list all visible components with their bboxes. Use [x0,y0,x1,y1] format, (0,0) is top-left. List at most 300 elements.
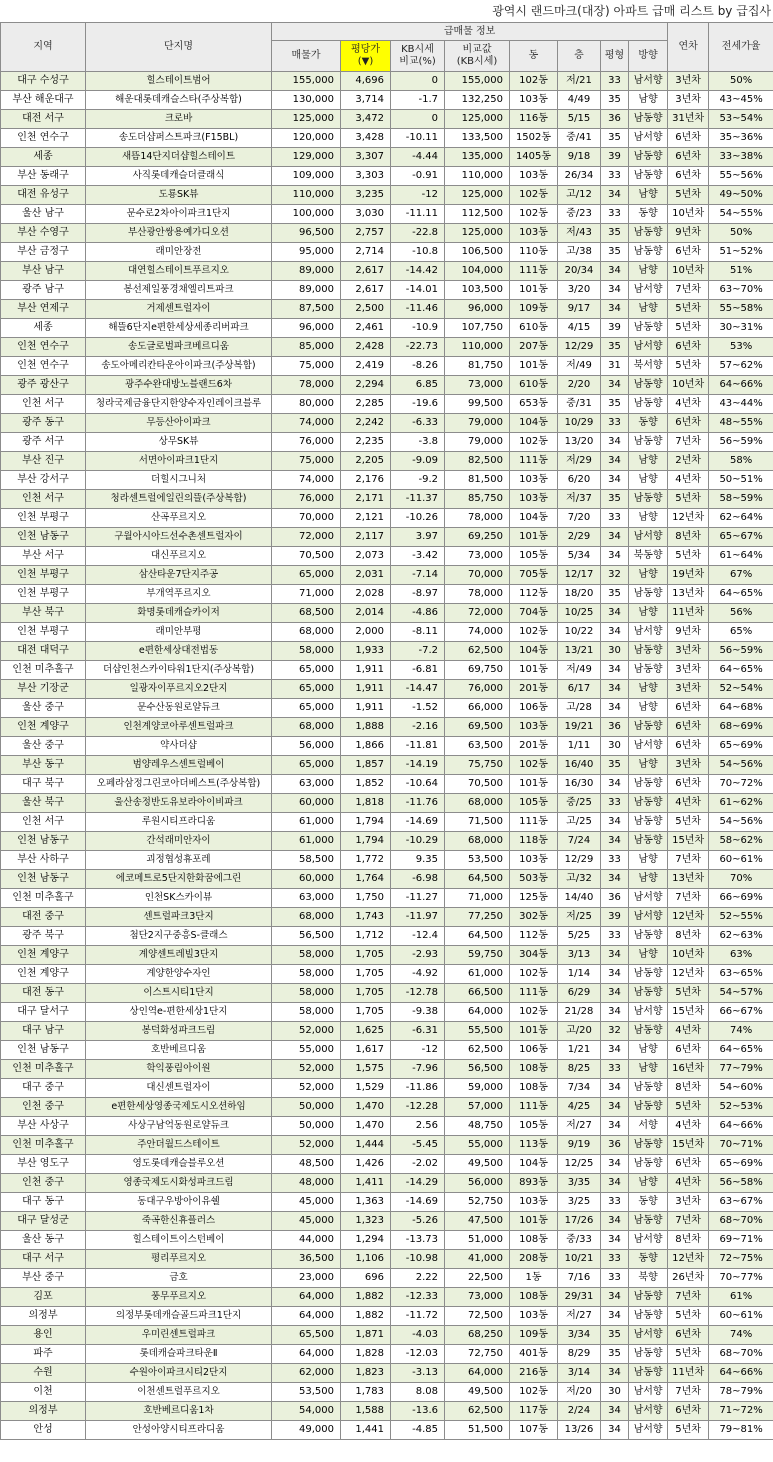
cell-dong: 102동 [510,623,558,642]
cell-compare-value: 77,250 [445,908,510,927]
table-row[interactable] [1,1079,773,1098]
cell-jeonse: 50~51% [709,471,773,490]
header-compare-value[interactable] [445,41,510,72]
cell-compare-value: 99,500 [445,395,510,414]
cell-jeonse: 63~70% [709,281,773,300]
table-row[interactable] [1,946,773,965]
cell-price: 80,000 [272,395,341,414]
cell-floor: 6/29 [558,984,601,1003]
cell-pyeong: 34 [601,1421,629,1440]
cell-jeonse: 56~59% [709,642,773,661]
table-row[interactable] [1,1269,773,1288]
cell-compare-value: 72,500 [445,1307,510,1326]
cell-pyeong: 30 [601,1383,629,1402]
cell-pyeong: 39 [601,908,629,927]
cell-price-per-pyeong: 1,783 [341,1383,391,1402]
cell-price-per-pyeong: 1,882 [341,1307,391,1326]
cell-direction: 남동향 [629,585,668,604]
header-jeonse[interactable]: 전세가율 [709,23,773,72]
cell-floor: 18/20 [558,585,601,604]
cell-kb-compare: -10.11 [391,129,445,148]
cell-region: 인천 남동구 [1,870,86,889]
table-row[interactable] [1,1288,773,1307]
table-row[interactable] [1,604,773,623]
cell-dong: 106동 [510,699,558,718]
table-row[interactable] [1,566,773,585]
cell-floor: 저/49 [558,357,601,376]
cell-compare-value: 63,500 [445,737,510,756]
cell-floor: 7/24 [558,832,601,851]
cell-region: 인천 남동구 [1,1041,86,1060]
cell-complex: 새뜸14단지더샵힐스테이트 [86,148,272,167]
table-row[interactable] [1,1345,773,1364]
cell-compare-value: 22,500 [445,1269,510,1288]
cell-pyeong: 33 [601,927,629,946]
cell-floor: 9/18 [558,148,601,167]
cell-pyeong: 34 [601,1117,629,1136]
table-row[interactable] [1,357,773,376]
cell-price: 68,000 [272,908,341,927]
cell-direction: 남향 [629,471,668,490]
cell-complex: 영종국제도시화성파크드림 [86,1174,272,1193]
cell-complex: 구월아시아드선수촌센트럴자이 [86,528,272,547]
cell-dong: 104동 [510,509,558,528]
table-row[interactable] [1,737,773,756]
cell-direction: 남동향 [629,718,668,737]
header-pyeong[interactable]: 평형 [601,41,629,72]
cell-direction: 남향 [629,452,668,471]
header-price[interactable]: 매물가 [272,41,341,72]
cell-jeonse: 64~65% [709,661,773,680]
cell-region: 인천 연수구 [1,357,86,376]
table-row[interactable] [1,1231,773,1250]
cell-price: 96,000 [272,319,341,338]
table-row[interactable] [1,471,773,490]
cell-price-per-pyeong: 1,818 [341,794,391,813]
table-row[interactable] [1,376,773,395]
cell-jeonse: 61% [709,1288,773,1307]
cell-age: 3년차 [668,642,709,661]
table-row[interactable] [1,965,773,984]
cell-dong: 610동 [510,376,558,395]
cell-pyeong: 31 [601,357,629,376]
cell-floor: 저/37 [558,490,601,509]
cell-kb-compare: 9.35 [391,851,445,870]
cell-age: 13년차 [668,585,709,604]
cell-price-per-pyeong: 1,852 [341,775,391,794]
cell-region: 대구 서구 [1,1250,86,1269]
table-row[interactable] [1,91,773,110]
table-row[interactable] [1,870,773,889]
table-row[interactable] [1,319,773,338]
cell-region: 부산 수영구 [1,224,86,243]
cell-age: 10년차 [668,946,709,965]
cell-price: 48,500 [272,1155,341,1174]
cell-price: 78,000 [272,376,341,395]
table-row[interactable] [1,832,773,851]
table-row[interactable] [1,528,773,547]
cell-price: 50,000 [272,1117,341,1136]
table-row[interactable] [1,72,773,91]
cell-compare-value: 133,500 [445,129,510,148]
table-row[interactable] [1,1212,773,1231]
table-row[interactable] [1,1250,773,1269]
table-row[interactable] [1,281,773,300]
cell-floor: 16/30 [558,775,601,794]
cell-complex: 범양레우스센트럴베이 [86,756,272,775]
table-row[interactable] [1,1117,773,1136]
table-row[interactable] [1,1155,773,1174]
header-dong[interactable]: 동 [510,41,558,72]
cell-direction: 남동향 [629,775,668,794]
cell-pyeong: 34 [601,376,629,395]
cell-compare-value: 62,500 [445,1041,510,1060]
cell-direction: 남동향 [629,927,668,946]
cell-kb-compare: -12.33 [391,1288,445,1307]
table-row[interactable] [1,585,773,604]
cell-jeonse: 56~58% [709,1174,773,1193]
cell-jeonse: 54~55% [709,205,773,224]
table-row[interactable] [1,642,773,661]
cell-compare-value: 59,750 [445,946,510,965]
cell-jeonse: 53% [709,338,773,357]
cell-pyeong: 33 [601,851,629,870]
cell-compare-value: 125,000 [445,110,510,129]
cell-jeonse: 54~56% [709,756,773,775]
cell-age: 15년차 [668,1003,709,1022]
cell-region: 대전 대덕구 [1,642,86,661]
cell-kb-compare: 2.56 [391,1117,445,1136]
cell-kb-compare: -14.42 [391,262,445,281]
cell-region: 부산 사하구 [1,851,86,870]
cell-kb-compare: -2.16 [391,718,445,737]
cell-price-per-pyeong: 1,871 [341,1326,391,1345]
table-row[interactable] [1,414,773,433]
table-row[interactable] [1,167,773,186]
cell-jeonse: 69~71% [709,1231,773,1250]
cell-dong: 111동 [510,984,558,1003]
cell-pyeong: 34 [601,1155,629,1174]
cell-floor: 7/16 [558,1269,601,1288]
cell-kb-compare: -11.46 [391,300,445,319]
cell-dong: 1동 [510,1269,558,1288]
cell-jeonse: 43~44% [709,395,773,414]
table-row[interactable] [1,984,773,1003]
cell-floor: 13/26 [558,1421,601,1440]
cell-pyeong: 34 [601,1212,629,1231]
sort-desc-icon[interactable]: (▼) [357,56,374,67]
cell-price-per-pyeong: 1,823 [341,1364,391,1383]
cell-floor: 2/29 [558,528,601,547]
cell-kb-compare: 0 [391,110,445,129]
cell-floor: 중/25 [558,794,601,813]
table-row[interactable] [1,243,773,262]
cell-kb-compare: -19.6 [391,395,445,414]
table-row[interactable] [1,452,773,471]
cell-jeonse: 64~66% [709,376,773,395]
cell-pyeong: 34 [601,661,629,680]
table-row[interactable] [1,186,773,205]
cell-compare-value: 107,750 [445,319,510,338]
table-row[interactable] [1,1060,773,1079]
table-row[interactable] [1,813,773,832]
cell-age: 6년차 [668,167,709,186]
cell-complex: 센트럴파크3단지 [86,908,272,927]
cell-compare-value: 56,500 [445,1060,510,1079]
table-row[interactable] [1,1098,773,1117]
cell-direction: 남동향 [629,433,668,452]
cell-age: 7년차 [668,281,709,300]
cell-region: 대구 수성구 [1,72,86,91]
cell-complex: 도룡SK뷰 [86,186,272,205]
cell-compare-value: 82,500 [445,452,510,471]
table-row[interactable] [1,110,773,129]
cell-region: 광주 남구 [1,281,86,300]
table-row[interactable] [1,148,773,167]
table-row[interactable] [1,718,773,737]
table-row[interactable] [1,1003,773,1022]
cell-direction: 남향 [629,1060,668,1079]
table-row[interactable] [1,433,773,452]
table-row[interactable] [1,680,773,699]
cell-region: 인천 부평구 [1,585,86,604]
table-row[interactable] [1,908,773,927]
table-row[interactable] [1,794,773,813]
cell-price: 65,000 [272,566,341,585]
cell-pyeong: 35 [601,243,629,262]
cell-price: 85,000 [272,338,341,357]
cell-compare-value: 73,000 [445,376,510,395]
table-row[interactable] [1,927,773,946]
cell-price: 129,000 [272,148,341,167]
cell-age: 5년차 [668,300,709,319]
cell-compare-value: 75,750 [445,756,510,775]
cell-pyeong: 39 [601,319,629,338]
cell-kb-compare: -11.76 [391,794,445,813]
table-row[interactable] [1,1326,773,1345]
listing-table [0,22,773,1440]
cell-jeonse: 70% [709,870,773,889]
cell-region: 인천 계양구 [1,946,86,965]
table-row[interactable] [1,338,773,357]
cell-kb-compare: -11.72 [391,1307,445,1326]
table-row[interactable] [1,699,773,718]
cell-age: 13년차 [668,870,709,889]
cell-age: 4년차 [668,1117,709,1136]
cell-price-per-pyeong: 1,828 [341,1345,391,1364]
table-row[interactable] [1,1402,773,1421]
cell-price: 60,000 [272,794,341,813]
cell-compare-value: 81,500 [445,471,510,490]
cell-jeonse: 64~65% [709,585,773,604]
cell-price: 45,000 [272,1193,341,1212]
cell-dong: 102동 [510,1383,558,1402]
cell-direction: 남동향 [629,110,668,129]
table-row[interactable] [1,224,773,243]
table-row[interactable] [1,1174,773,1193]
cell-compare-value: 41,000 [445,1250,510,1269]
cell-compare-value: 56,000 [445,1174,510,1193]
table-row[interactable] [1,1041,773,1060]
cell-direction: 남서향 [629,737,668,756]
cell-pyeong: 34 [601,471,629,490]
cell-dong: 103동 [510,851,558,870]
cell-price-per-pyeong: 2,419 [341,357,391,376]
cell-kb-compare: -11.27 [391,889,445,908]
cell-compare-value: 57,000 [445,1098,510,1117]
cell-price-per-pyeong: 2,000 [341,623,391,642]
table-row[interactable] [1,205,773,224]
cell-jeonse: 66~69% [709,889,773,908]
cell-compare-value: 70,500 [445,775,510,794]
cell-floor: 4/49 [558,91,601,110]
table-row[interactable] [1,129,773,148]
cell-dong: 104동 [510,642,558,661]
table-row[interactable] [1,262,773,281]
cell-dong: 1502동 [510,129,558,148]
cell-dong: 102동 [510,433,558,452]
table-row[interactable] [1,1421,773,1440]
cell-price-per-pyeong: 2,617 [341,262,391,281]
cell-pyeong: 33 [601,794,629,813]
cell-region: 인천 중구 [1,1174,86,1193]
cell-region: 대구 달성군 [1,1212,86,1231]
table-row[interactable] [1,1193,773,1212]
cell-price-per-pyeong: 1,470 [341,1117,391,1136]
cell-jeonse: 63~65% [709,965,773,984]
cell-jeonse: 68~69% [709,718,773,737]
cell-pyeong: 34 [601,604,629,623]
cell-price-per-pyeong: 2,073 [341,547,391,566]
cell-kb-compare: -12.28 [391,1098,445,1117]
table-row[interactable] [1,300,773,319]
cell-region: 인천 계양구 [1,718,86,737]
cell-compare-value: 69,250 [445,528,510,547]
table-row[interactable] [1,1383,773,1402]
cell-price-per-pyeong: 1,617 [341,1041,391,1060]
cell-complex: 일광자이푸르지오2단지 [86,680,272,699]
cell-complex: 해뜰6단지e편한세상세종리버파크 [86,319,272,338]
table-row[interactable] [1,775,773,794]
cell-direction: 남동향 [629,1345,668,1364]
table-row[interactable] [1,547,773,566]
table-row[interactable] [1,1307,773,1326]
cell-floor: 3/34 [558,1326,601,1345]
cell-price: 64,000 [272,1288,341,1307]
header-age[interactable]: 연차 [668,23,709,72]
header-price-per-pyeong[interactable] [341,41,391,72]
cell-jeonse: 70~71% [709,1136,773,1155]
cell-kb-compare: -13.6 [391,1402,445,1421]
cell-floor: 중/23 [558,205,601,224]
cell-complex: 더샵인천스카이타워1단지(주상복합) [86,661,272,680]
cell-dong: 102동 [510,186,558,205]
cell-floor: 6/17 [558,680,601,699]
cell-pyeong: 32 [601,566,629,585]
cell-age: 5년차 [668,984,709,1003]
table-row[interactable] [1,490,773,509]
cell-price-per-pyeong: 1,888 [341,718,391,737]
table-row[interactable] [1,1136,773,1155]
cell-region: 부산 해운대구 [1,91,86,110]
cell-kb-compare: -11.81 [391,737,445,756]
cell-kb-compare: -11.86 [391,1079,445,1098]
cell-age: 5년차 [668,1345,709,1364]
cell-kb-compare: -4.03 [391,1326,445,1345]
cell-compare-value: 51,500 [445,1421,510,1440]
cell-region: 대전 유성구 [1,186,86,205]
cell-pyeong: 35 [601,91,629,110]
cell-complex: 송도아메리칸타운아이파크(주상복합) [86,357,272,376]
header-listing-info: 급매물 정보 [272,23,668,41]
cell-jeonse: 74% [709,1022,773,1041]
table-row[interactable] [1,661,773,680]
cell-jeonse: 61~64% [709,547,773,566]
cell-complex: 더힐시그니처 [86,471,272,490]
cell-pyeong: 34 [601,1364,629,1383]
table-row[interactable] [1,1022,773,1041]
cell-floor: 저/20 [558,1383,601,1402]
table-row[interactable] [1,889,773,908]
header-complex[interactable]: 단지명 [86,23,272,72]
cell-complex: e편한세상영종국제도시오션하임 [86,1098,272,1117]
header-floor[interactable]: 층 [558,41,601,72]
table-row[interactable] [1,1364,773,1383]
cell-region: 부산 북구 [1,604,86,623]
cell-floor: 중/33 [558,1231,601,1250]
table-row[interactable] [1,851,773,870]
cell-floor: 12/29 [558,851,601,870]
header-region[interactable]: 지역 [1,23,86,72]
header-kb-compare-line2: 비교(%) [399,56,436,67]
cell-jeonse: 58~59% [709,490,773,509]
cell-kb-compare: -2.93 [391,946,445,965]
cell-age: 5년차 [668,1421,709,1440]
cell-dong: 103동 [510,91,558,110]
header-direction[interactable]: 방향 [629,41,668,72]
cell-kb-compare: -9.38 [391,1003,445,1022]
cell-direction: 남동향 [629,1212,668,1231]
cell-price: 60,000 [272,870,341,889]
cell-price-per-pyeong: 1,426 [341,1155,391,1174]
cell-price-per-pyeong: 3,714 [341,91,391,110]
cell-age: 11년차 [668,604,709,623]
table-row[interactable] [1,623,773,642]
cell-region: 세종 [1,319,86,338]
cell-age: 6년차 [668,1155,709,1174]
cell-compare-value: 78,000 [445,585,510,604]
header-kb-compare[interactable] [391,41,445,72]
cell-price-per-pyeong: 2,428 [341,338,391,357]
cell-age: 5년차 [668,357,709,376]
cell-price: 70,000 [272,509,341,528]
table-row[interactable] [1,756,773,775]
cell-dong: 705동 [510,566,558,585]
table-row[interactable] [1,395,773,414]
cell-jeonse: 60~61% [709,1307,773,1326]
cell-complex: 계양센트레빌3단지 [86,946,272,965]
cell-compare-value: 70,000 [445,566,510,585]
cell-compare-value: 110,000 [445,167,510,186]
cell-age: 11년차 [668,1364,709,1383]
table-row[interactable] [1,509,773,528]
cell-floor: 8/25 [558,1060,601,1079]
cell-complex: 의정부롯데캐슬골드파크1단지 [86,1307,272,1326]
cell-jeonse: 61~62% [709,794,773,813]
cell-direction: 서향 [629,1117,668,1136]
cell-price: 44,000 [272,1231,341,1250]
cell-direction: 남서향 [629,1231,668,1250]
